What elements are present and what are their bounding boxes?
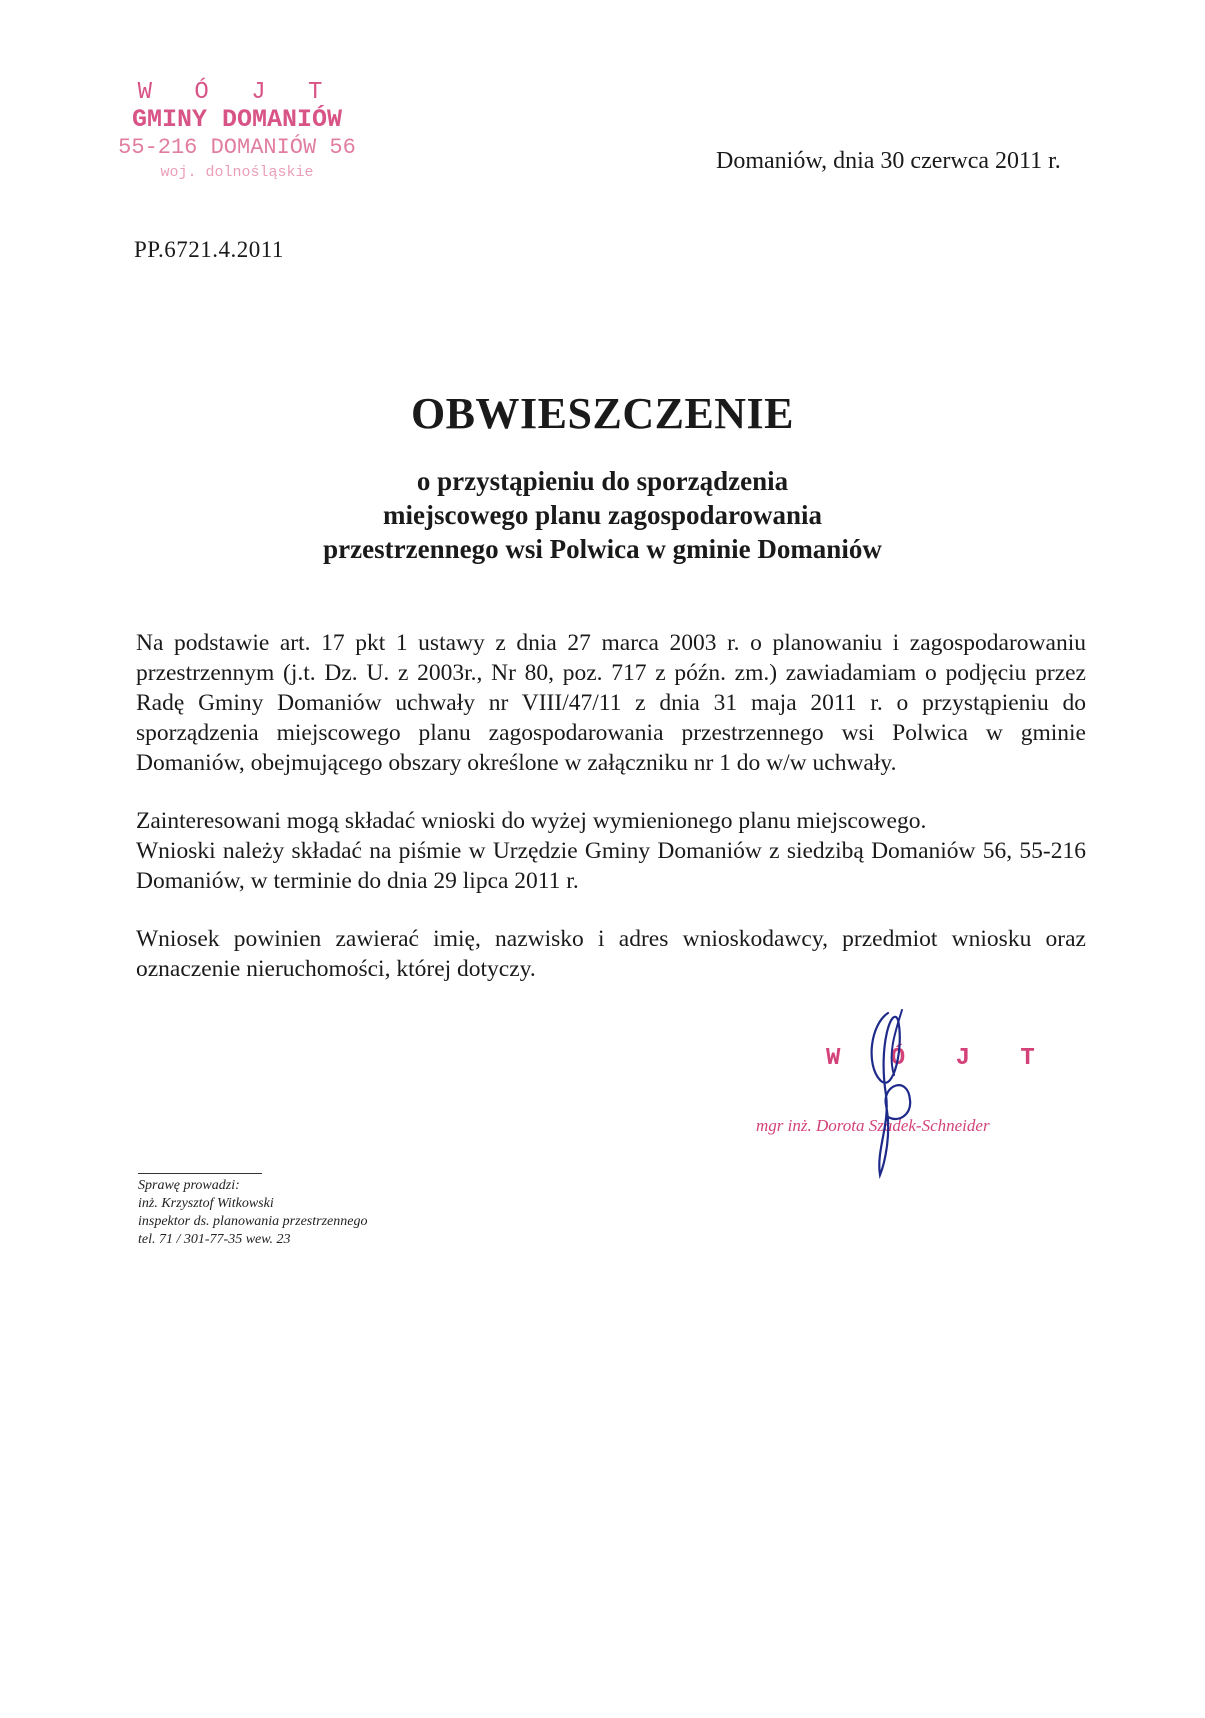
case-handler-info bbox=[138, 1177, 367, 1249]
stamp-voivodeship: woj. dolnośląskie bbox=[160, 164, 314, 181]
document-title: OBWIESZCZENIE bbox=[410, 389, 795, 438]
subtitle-line: o przystąpieniu do sporządzenia bbox=[416, 466, 789, 496]
subtitle-line: miejscowego planu zagospodarowania bbox=[382, 500, 823, 530]
handler-name: inż. Krzysztof Witkowski bbox=[138, 1196, 274, 1211]
office-stamp bbox=[102, 80, 372, 184]
paragraph-legal-basis: Na podstawie art. 17 pkt 1 ustawy z dnia 27 marca 2003 r. o planowaniu i zagospodarowaniu przestrzennym (j.t. Dz. U. z 2003r., Nr 80, poz. 717 z późn. zm.) zawiadamiam o podjęciu przez Radę Gminy Domaniów uchwały nr VIII/47/11 z dnia 31 maja 2011 r. o przystąpieniu do sporządzenia miejscowego planu zagospodarowania przestrzennego wsi Polwica w gminie Domaniów, obejmującego obszary określone w załączniku nr 1 do w/w uchwały. bbox=[136, 630, 1086, 776]
submission-invitation: Zainteresowani mogą składać wnioski do wyżej wymienionego planu miejscowego. bbox=[136, 808, 927, 834]
handwritten-signature bbox=[858, 1005, 918, 1180]
signature-stamp-title: W Ó J T bbox=[826, 1045, 1053, 1072]
handler-divider bbox=[138, 1173, 262, 1174]
stamp-address: 55-216 DOMANIÓW 56 bbox=[118, 135, 356, 160]
paragraph-application-content: Wniosek powinien zawierać imię, nazwisko i adres wnioskodawcy, przedmiot wniosku oraz oznaczenie nieruchomości, której dotyczy. bbox=[136, 926, 1086, 982]
handler-heading: Sprawę prowadzi: bbox=[138, 1178, 240, 1193]
subtitle-line: przestrzennego wsi Polwica w gminie Domaniów bbox=[323, 534, 882, 564]
handler-role: inspektor ds. planowania przestrzennego bbox=[138, 1214, 368, 1229]
place-and-date: Domaniów, dnia 30 czerwca 2011 r. bbox=[716, 148, 1061, 174]
document-subtitle bbox=[0, 464, 1205, 566]
submission-instructions: Wnioski należy składać na piśmie w Urzędzie Gminy Domaniów z siedzibą Domaniów 56, 55-216 Domaniów, w terminie do dnia 29 lipca 2011 r. bbox=[136, 838, 1086, 894]
stamp-municipality: GMINY DOMANIÓW bbox=[131, 105, 343, 134]
stamp-office-title: W Ó J T bbox=[137, 79, 337, 106]
signature-stamp-name: mgr inż. Dorota Szadek-Schneider bbox=[756, 1116, 990, 1135]
handler-phone: tel. 71 / 301-77-35 wew. 23 bbox=[138, 1232, 291, 1247]
paragraph-submission-info bbox=[136, 806, 1086, 896]
reference-number: PP.6721.4.2011 bbox=[134, 237, 284, 262]
